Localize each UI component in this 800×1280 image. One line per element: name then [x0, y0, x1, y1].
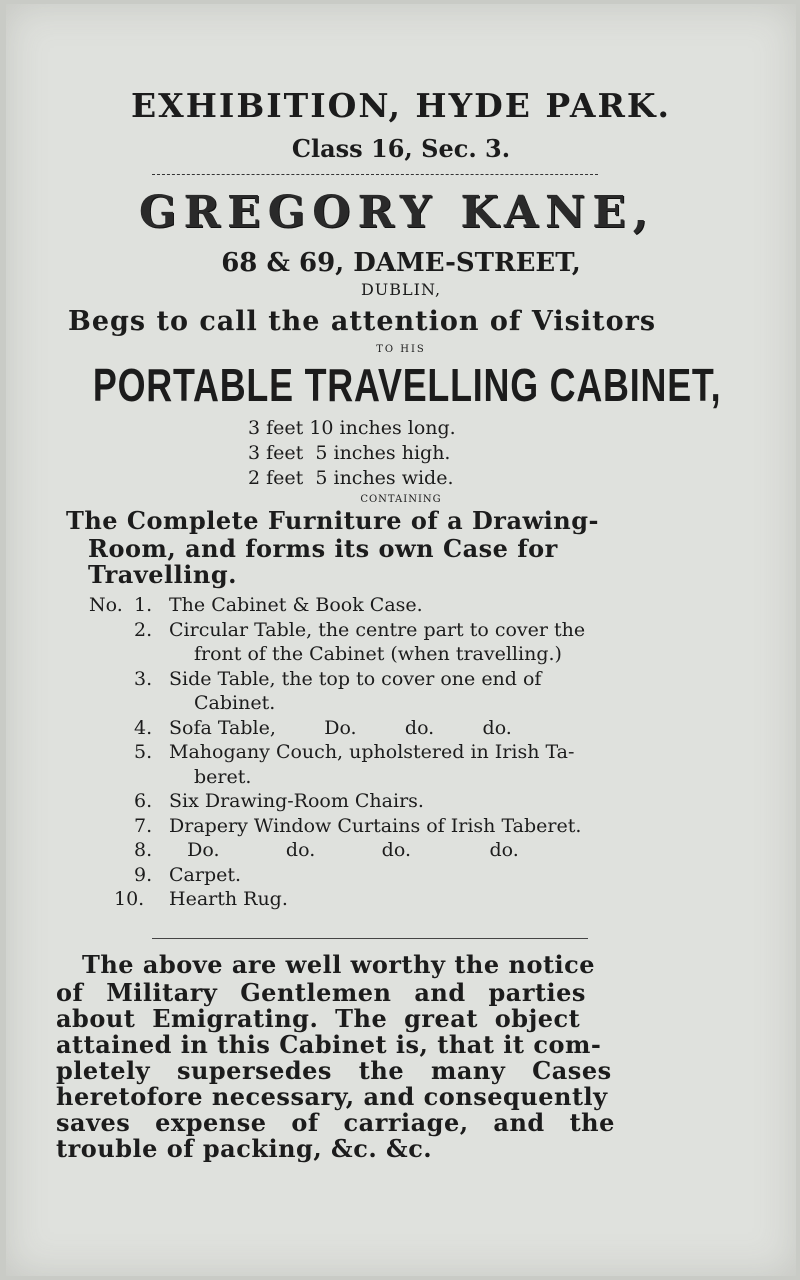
dimension-width: 2 feet 5 inches wide.: [248, 467, 454, 489]
item-number: 8.: [134, 839, 153, 861]
footer-line: about Emigrating. The great object: [56, 1004, 581, 1033]
item-number: 9.: [134, 863, 153, 886]
item-text: Mahogany Couch, upholstered in Irish Ta-: [169, 741, 575, 763]
footer-line: attained in this Cabinet is, that it com-: [56, 1030, 602, 1059]
dimension-length: 3 feet 10 inches long.: [248, 417, 456, 439]
item-number: 6.: [134, 790, 153, 812]
item-number: 10.: [114, 888, 145, 910]
merchant-address: 68 & 69, DAME-STREET,: [221, 248, 581, 278]
class-section-line: Class 16, Sec. 3.: [291, 134, 511, 163]
item-text: Hearth Rug.: [169, 888, 288, 910]
attention-line: Begs to call the attention of Visitors: [68, 306, 657, 337]
item-number: 5.: [134, 741, 153, 763]
dimension-height: 3 feet 5 inches high.: [248, 442, 451, 464]
containing-label: CONTAINING: [360, 494, 442, 505]
footer-line: pletely supersedes the many Cases: [56, 1056, 612, 1085]
footer-line: trouble of packing, &c. &c.: [56, 1134, 433, 1163]
item-text: beret.: [194, 765, 252, 788]
merchant-city: DUBLIN,: [360, 280, 442, 299]
exhibition-title: EXHIBITION, HYDE PARK.: [130, 86, 672, 125]
to-his-line: TO HIS: [376, 344, 426, 355]
footer-line: saves expense of carriage, and the: [56, 1108, 615, 1137]
merchant-name: GREGORY KANE,: [138, 187, 656, 238]
item-text: Circular Table, the centre part to cover the: [169, 618, 586, 641]
item-text: Do. do. do. do.: [169, 839, 519, 861]
item-text: Carpet.: [169, 863, 242, 886]
item-text: The Cabinet & Book Case.: [169, 594, 423, 616]
item-number: 7.: [134, 814, 153, 837]
handbill-page: [6, 4, 796, 1276]
footer-line: The above are well worthy the notice: [82, 950, 596, 979]
item-text: Cabinet.: [194, 692, 276, 714]
top-divider: [152, 174, 598, 175]
contents-heading-line: Room, and forms its own Case for: [88, 534, 558, 563]
item-text: Sofa Table, Do. do. do.: [169, 716, 512, 739]
item-number: 2.: [134, 618, 153, 641]
item-number: 3.: [134, 667, 153, 690]
footer-line: of Military Gentlemen and parties: [56, 978, 586, 1007]
item-number: 1.: [134, 594, 153, 616]
product-name: PORTABLE TRAVELLING CABINET,: [92, 359, 722, 411]
bottom-divider: [152, 938, 588, 939]
contents-heading-line: Travelling.: [88, 560, 237, 589]
contents-heading-line: The Complete Furniture of a Drawing-: [66, 506, 599, 535]
item-text: Side Table, the top to cover one end of: [169, 667, 542, 690]
item-text: Six Drawing-Room Chairs.: [169, 790, 424, 812]
footer-line: heretofore necessary, and consequently: [56, 1082, 608, 1111]
item-number: 4.: [134, 716, 153, 739]
item-text: front of the Cabinet (when travelling.): [194, 643, 562, 665]
item-text: Drapery Window Curtains of Irish Taberet.: [169, 814, 582, 837]
items-number-prefix: No.: [89, 594, 123, 616]
